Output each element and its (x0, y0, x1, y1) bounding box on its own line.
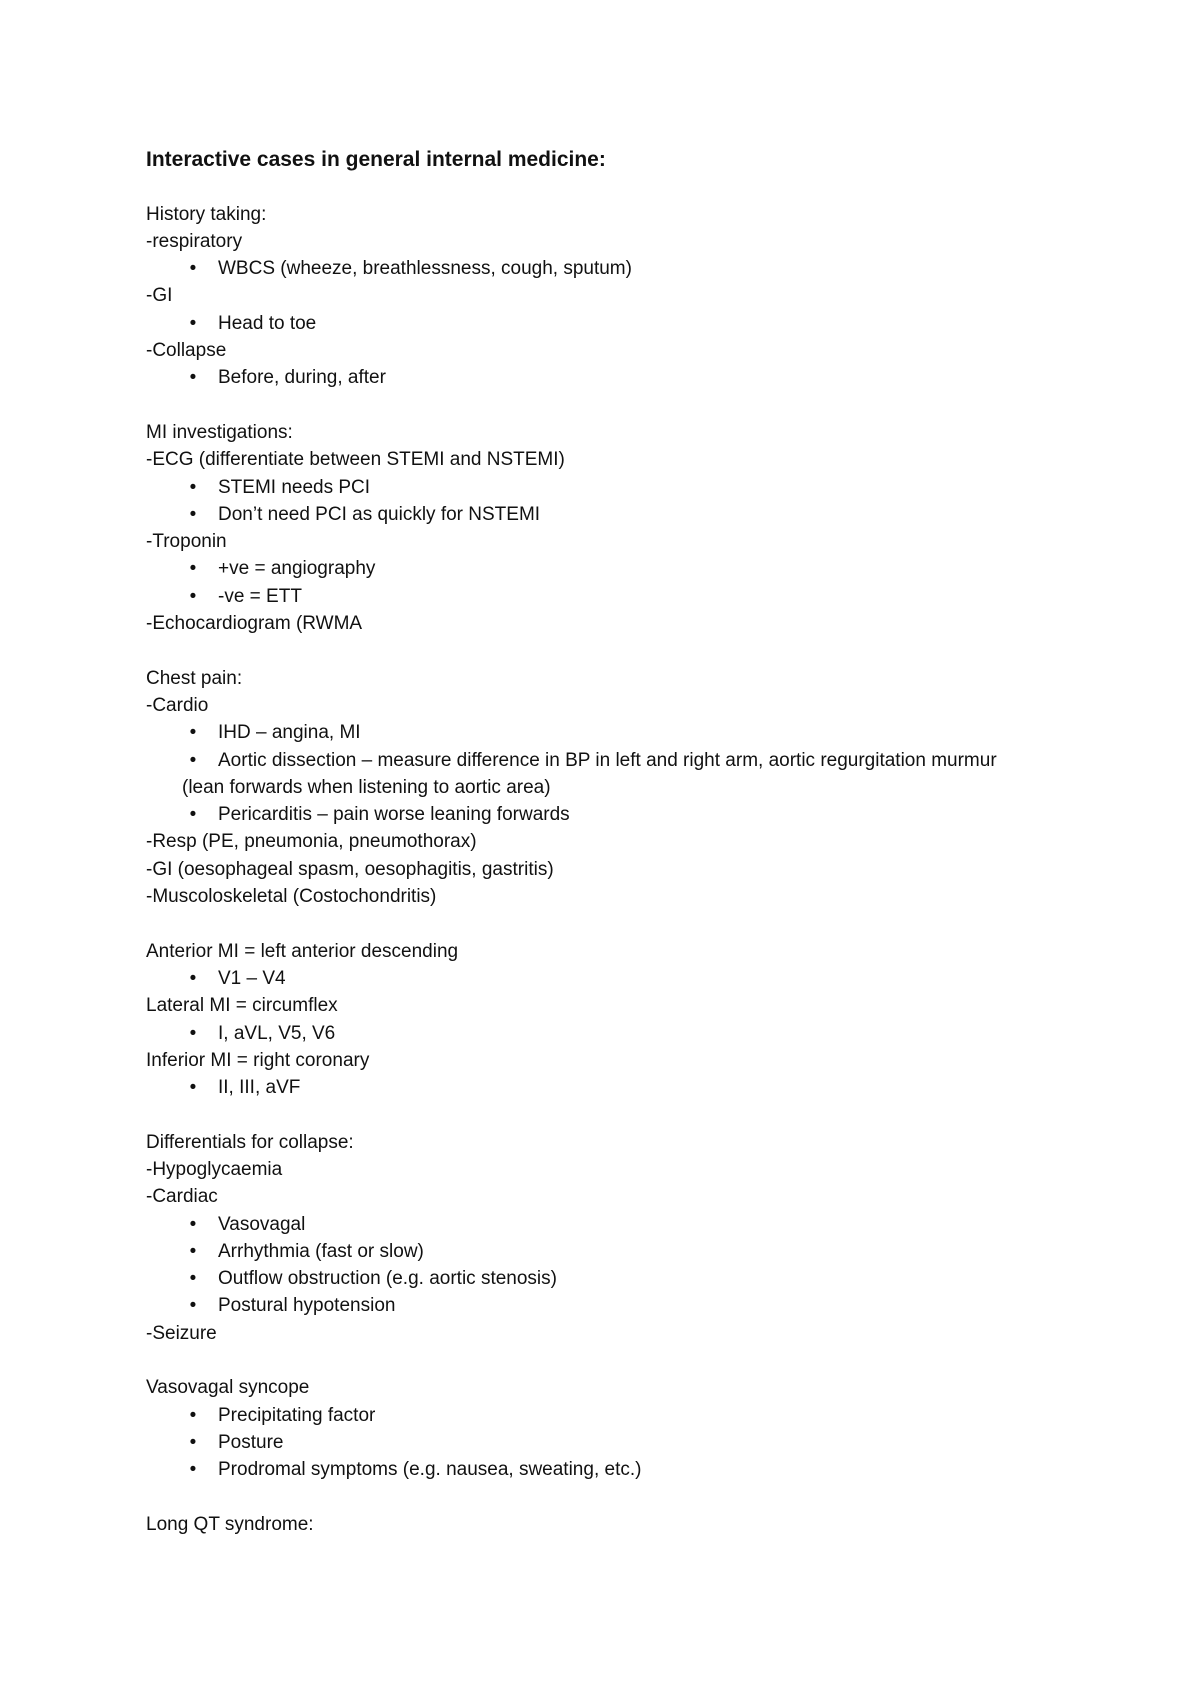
bullet-text: II, III, aVF (218, 1077, 301, 1099)
bullet-icon: • (189, 558, 197, 580)
spacer (146, 1101, 1026, 1128)
item-cardiac: -Cardiac (146, 1186, 218, 1208)
bullet-item (146, 1265, 1026, 1292)
heading-collapse-differentials: Differentials for collapse: (146, 1131, 354, 1153)
bullet-item (146, 801, 1026, 828)
heading-long-qt-syndrome: Long QT syndrome: (146, 1513, 314, 1535)
bullet-icon: • (189, 503, 197, 525)
spacer (146, 910, 1026, 937)
bullet-icon: • (189, 1295, 197, 1317)
document-body (146, 146, 1026, 1538)
bullet-text: STEMI needs PCI (218, 476, 371, 498)
bullet-icon: • (189, 1459, 197, 1481)
item-lateral-mi: Lateral MI = circumflex (146, 995, 338, 1017)
bullet-item (146, 1292, 1026, 1319)
bullet-icon: • (189, 1077, 197, 1099)
item-anterior-mi: Anterior MI = left anterior descending (146, 940, 459, 962)
item-musculoskeletal: -Muscoloskeletal (Costochondritis) (146, 886, 437, 908)
bullet-icon: • (189, 1268, 197, 1290)
bullet-text: V1 – V4 (218, 967, 286, 989)
bullet-item (146, 1402, 1026, 1429)
bullet-item (146, 310, 1026, 337)
bullet-item (146, 583, 1026, 610)
bullet-item (146, 965, 1026, 992)
spacer (146, 1484, 1026, 1511)
item-seizure: -Seizure (146, 1322, 217, 1344)
item-hypoglycaemia: -Hypoglycaemia (146, 1158, 283, 1180)
item-collapse: -Collapse (146, 340, 227, 362)
bullet-icon: • (189, 1431, 197, 1453)
heading-history-taking: History taking: (146, 203, 267, 225)
item-troponin: -Troponin (146, 531, 227, 553)
bullet-item (146, 1020, 1026, 1047)
bullet-text: Don’t need PCI as quickly for NSTEMI (218, 503, 541, 525)
item-cardio: -Cardio (146, 694, 209, 716)
bullet-icon: • (189, 749, 197, 771)
bullet-text: Vasovagal (218, 1213, 306, 1235)
bullet-item (146, 747, 1026, 802)
bullet-icon: • (189, 967, 197, 989)
document-title: Interactive cases in general internal medicine: (146, 148, 606, 171)
bullet-item (146, 255, 1026, 282)
bullet-icon: • (189, 258, 197, 280)
bullet-icon: • (189, 722, 197, 744)
bullet-item (146, 1074, 1026, 1101)
bullet-text: Before, during, after (218, 367, 386, 389)
item-respiratory: -respiratory (146, 230, 243, 252)
bullet-item (146, 501, 1026, 528)
bullet-text: +ve = angiography (218, 558, 376, 580)
bullet-icon: • (189, 367, 197, 389)
bullet-text: Outflow obstruction (e.g. aortic stenosis) (218, 1268, 557, 1290)
spacer (146, 1347, 1026, 1374)
heading-chest-pain: Chest pain: (146, 667, 243, 689)
bullet-text: Head to toe (218, 312, 317, 334)
spacer (146, 392, 1026, 419)
item-echocardiogram: -Echocardiogram (RWMA (146, 613, 363, 635)
item-gi: -GI (146, 285, 173, 307)
item-ecg: -ECG (differentiate between STEMI and NSTEMI) (146, 449, 565, 471)
bullet-icon: • (189, 1022, 197, 1044)
bullet-icon: • (189, 1404, 197, 1426)
bullet-item (146, 1211, 1026, 1238)
bullet-item (146, 1429, 1026, 1456)
item-gi-causes: -GI (oesophageal spasm, oesophagitis, gastritis) (146, 858, 554, 880)
bullet-text: IHD – angina, MI (218, 722, 361, 744)
bullet-icon: • (189, 804, 197, 826)
bullet-text: Aortic dissection – measure difference in BP in left and right arm, aortic regurgitation murmur (lean forwards when listening to aortic area) (182, 749, 997, 798)
bullet-item (146, 1456, 1026, 1483)
bullet-item (146, 364, 1026, 391)
bullet-icon: • (189, 585, 197, 607)
bullet-text: WBCS (wheeze, breathlessness, cough, sputum) (218, 258, 632, 280)
heading-mi-investigations: MI investigations: (146, 421, 293, 443)
bullet-text: Precipitating factor (218, 1404, 376, 1426)
item-inferior-mi: Inferior MI = right coronary (146, 1049, 370, 1071)
bullet-text: -ve = ETT (218, 585, 302, 607)
bullet-item (146, 555, 1026, 582)
bullet-text: Prodromal symptoms (e.g. nausea, sweating, etc.) (218, 1459, 642, 1481)
bullet-item (146, 719, 1026, 746)
heading-vasovagal-syncope: Vasovagal syncope (146, 1377, 310, 1399)
bullet-item (146, 1238, 1026, 1265)
bullet-icon: • (189, 312, 197, 334)
item-resp: -Resp (PE, pneumonia, pneumothorax) (146, 831, 477, 853)
bullet-text: Postural hypotension (218, 1295, 396, 1317)
bullet-text: I, aVL, V5, V6 (218, 1022, 336, 1044)
bullet-icon: • (189, 1240, 197, 1262)
spacer (146, 637, 1026, 664)
bullet-item (146, 474, 1026, 501)
bullet-icon: • (189, 1213, 197, 1235)
bullet-text: Arrhythmia (fast or slow) (218, 1240, 424, 1262)
bullet-text: Pericarditis – pain worse leaning forwards (218, 804, 570, 826)
bullet-text: Posture (218, 1431, 284, 1453)
bullet-icon: • (189, 476, 197, 498)
spacer (146, 173, 1026, 200)
